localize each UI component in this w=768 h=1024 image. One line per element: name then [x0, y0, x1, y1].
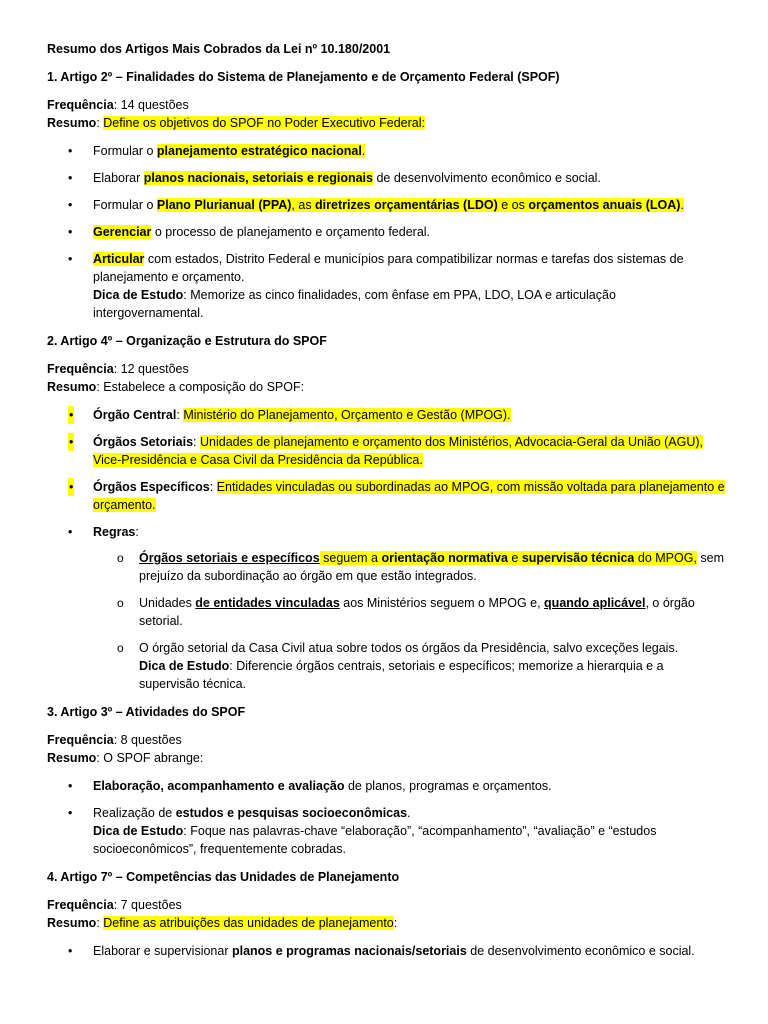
bullet-list — [47, 942, 727, 960]
frequency-label: Frequência — [47, 98, 114, 112]
summary-line — [47, 749, 727, 767]
study-tip: Dica de Estudo: Diferencie órgãos centrais, setoriais e específicos; memorize a hierarquia e a supervisão técnica. — [139, 659, 664, 691]
frequency-value: : 14 questões — [113, 98, 189, 112]
document-page — [47, 40, 727, 970]
summary-label: Resumo — [47, 380, 97, 394]
list-item: • Realização de estudos e pesquisas socioeconômicas. Dica de Estudo: Foque nas palavras-chave “elaboração”, “acompanhamento”, “avaliação” e “estudos socioeconômicos”, frequentemente cobradas. — [47, 804, 727, 858]
frequency-line — [47, 896, 727, 914]
section-artigo-4 — [47, 332, 727, 693]
section-heading: 4. Artigo 7º – Competências das Unidades de Planejamento — [47, 870, 400, 884]
list-item: • Gerenciar o processo de planejamento e orçamento federal. — [47, 223, 727, 241]
list-item: • Articular com estados, Distrito Federal e municípios para compatibilizar normas e tarefas dos sistemas de planejamento e orçamento. Dica de Estudo: Memorize as cinco finalidades, com ênfase em PPA, LDO, LOA e articulação intergovernamental. — [47, 250, 727, 322]
frequency-value: : 7 questões — [113, 898, 182, 912]
list-item: • Elaborar e supervisionar planos e programas nacionais/setoriais de desenvolvimento econômico e social. — [47, 942, 727, 960]
frequency-label: Frequência — [47, 898, 114, 912]
frequency-line — [47, 731, 727, 749]
bullet-list — [47, 777, 727, 858]
bullet-list — [47, 142, 727, 322]
summary-label: Resumo — [47, 116, 97, 130]
frequency-line — [47, 96, 727, 114]
list-item: • Órgãos Específicos: Entidades vinculadas ou subordinadas ao MPOG, com missão voltada para planejamento e orçamento. — [47, 478, 727, 514]
sub-list-item: o Unidades de entidades vinculadas aos Ministérios seguem o MPOG e, quando aplicável, o órgão setorial. — [93, 594, 727, 630]
list-item: • Formular o planejamento estratégico nacional. — [47, 142, 727, 160]
summary-line — [47, 378, 727, 396]
document-title: Resumo dos Artigos Mais Cobrados da Lei nº 10.180/2001 — [47, 42, 391, 56]
summary-text: Define as atribuições das unidades de planejamento — [103, 916, 394, 930]
frequency-value: : 8 questões — [113, 733, 182, 747]
study-tip: Dica de Estudo: Foque nas palavras-chave “elaboração”, “acompanhamento”, “avaliação” e “estudos socioeconômicos”, frequentemente cobradas. — [93, 824, 657, 856]
sub-list — [93, 549, 727, 693]
list-item: • Regras: o Órgãos setoriais e específicos seguem a orientação normativa e supervisão técnica do MPOG, sem prejuízo da subordinação ao órgão em que estão integrados. o Unidades de entidades vinculadas aos Ministérios seguem o MPOG e, quando aplicável, o órgão setorial. o O órgão setorial da Casa Civil atua sobre todos os órgãos da Presidência, salvo exceções legais. Dica de Estudo: Diferencie órgãos centrais, setoriais e específicos; memorize a hierarquia e a supervisão técnica. — [47, 523, 727, 693]
sub-list-item: o Órgãos setoriais e específicos seguem a orientação normativa e supervisão técnica do MPOG, sem prejuízo da subordinação ao órgão em que estão integrados. — [93, 549, 727, 585]
summary-label: Resumo — [47, 751, 97, 765]
summary-text: : Estabelece a composição do SPOF: — [96, 380, 305, 394]
frequency-line — [47, 360, 727, 378]
section-artigo-3 — [47, 703, 727, 858]
study-tip: Dica de Estudo: Memorize as cinco finalidades, com ênfase em PPA, LDO, LOA e articulação intergovernamental. — [93, 288, 616, 320]
summary-text: : O SPOF abrange: — [96, 751, 204, 765]
summary-label: Resumo — [47, 916, 97, 930]
bullet-list — [47, 406, 727, 693]
summary-line: Resumo: Define as atribuições das unidades de planejamento: — [47, 916, 398, 930]
section-heading: 3. Artigo 3º – Atividades do SPOF — [47, 705, 246, 719]
list-item: • Elaborar planos nacionais, setoriais e regionais de desenvolvimento econômico e social. — [47, 169, 727, 187]
section-artigo-7 — [47, 868, 727, 960]
list-item: • Formular o Plano Plurianual (PPA), as diretrizes orçamentárias (LDO) e os orçamentos anuais (LOA). — [47, 196, 727, 214]
list-item: • Órgãos Setoriais: Unidades de planejamento e orçamento dos Ministérios, Advocacia-Geral da União (AGU), Vice-Presidência e Casa Civil da Presidência da República. — [47, 433, 727, 469]
list-item: • Elaboração, acompanhamento e avaliação de planos, programas e orçamentos. — [47, 777, 727, 795]
frequency-label: Frequência — [47, 733, 114, 747]
list-item: • Órgão Central: Ministério do Planejamento, Orçamento e Gestão (MPOG). — [47, 406, 727, 424]
summary-text: Define os objetivos do SPOF no Poder Executivo Federal: — [103, 116, 425, 130]
sub-list-item: o O órgão setorial da Casa Civil atua sobre todos os órgãos da Presidência, salvo exceções legais. Dica de Estudo: Diferencie órgãos centrais, setoriais e específicos; memorize a hierarquia e a supervisão técnica. — [93, 639, 727, 693]
section-heading: 1. Artigo 2º – Finalidades do Sistema de Planejamento e de Orçamento Federal (SPOF) — [47, 70, 560, 84]
frequency-label: Frequência — [47, 362, 114, 376]
section-artigo-2 — [47, 68, 727, 322]
section-heading: 2. Artigo 4º – Organização e Estrutura do SPOF — [47, 334, 327, 348]
frequency-value: : 12 questões — [113, 362, 189, 376]
summary-line: Resumo: Define os objetivos do SPOF no Poder Executivo Federal: — [47, 116, 425, 130]
